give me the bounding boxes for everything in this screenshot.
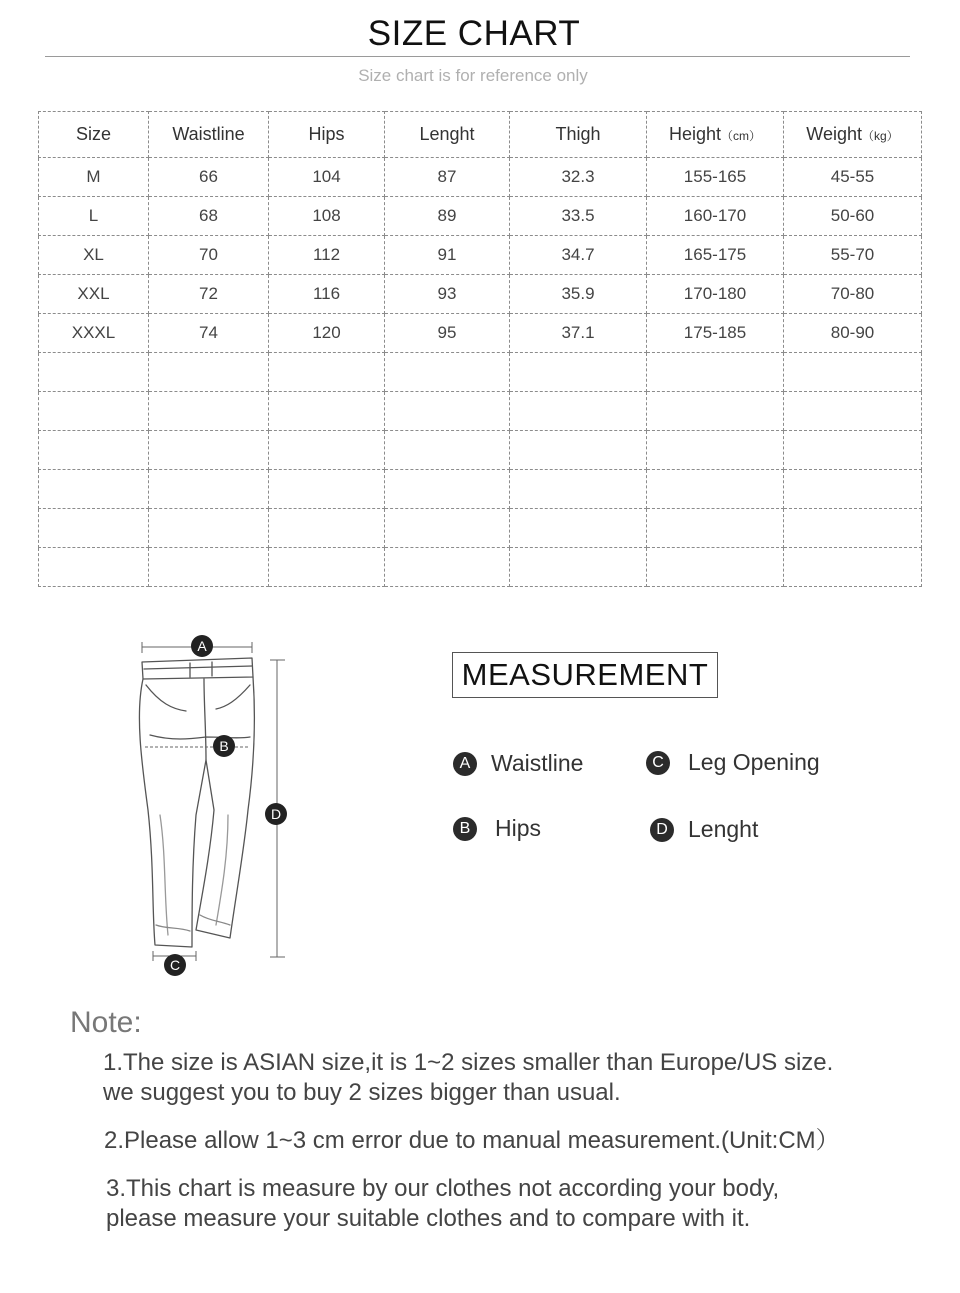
marker-d bbox=[265, 803, 287, 825]
empty-cell bbox=[149, 470, 269, 509]
cell-height: 175-185 bbox=[647, 314, 784, 353]
cell-waistline: 74 bbox=[149, 314, 269, 353]
empty-cell bbox=[385, 353, 510, 392]
badge-a: A bbox=[453, 752, 477, 776]
table-header-row bbox=[39, 112, 922, 158]
cell-weight: 55-70 bbox=[784, 236, 922, 275]
size-chart-table bbox=[38, 111, 922, 587]
table-row bbox=[39, 197, 922, 236]
header-size: Size bbox=[39, 112, 149, 158]
header-height-unit: （cm） bbox=[721, 129, 762, 143]
empty-row bbox=[39, 548, 922, 587]
empty-cell bbox=[39, 353, 149, 392]
empty-cell bbox=[784, 509, 922, 548]
legend-item-waistline bbox=[453, 750, 583, 777]
table-row bbox=[39, 158, 922, 197]
empty-cell bbox=[784, 392, 922, 431]
note-2: 2.Please allow 1~3 cm error due to manual measurement.(Unit:CM） bbox=[104, 1127, 840, 1154]
empty-row bbox=[39, 431, 922, 470]
cell-weight: 70-80 bbox=[784, 275, 922, 314]
empty-row bbox=[39, 353, 922, 392]
title-divider bbox=[45, 56, 910, 57]
empty-cell bbox=[385, 470, 510, 509]
page-subtitle: Size chart is for reference only bbox=[358, 66, 588, 85]
svg-text:D: D bbox=[270, 806, 282, 822]
note-1-line-1: 1.The size is ASIAN size,it is 1~2 sizes smaller than Europe/US size. bbox=[103, 1049, 834, 1076]
cell-length: 95 bbox=[385, 314, 510, 353]
empty-cell bbox=[647, 509, 784, 548]
cell-size: XXL bbox=[39, 275, 149, 314]
empty-cell bbox=[269, 509, 385, 548]
cell-weight: 45-55 bbox=[784, 158, 922, 197]
marker-a bbox=[191, 635, 213, 657]
cell-waistline: 72 bbox=[149, 275, 269, 314]
marker-c bbox=[164, 954, 186, 976]
empty-cell bbox=[385, 548, 510, 587]
note-1-line-2: we suggest you to buy 2 sizes bigger than usual. bbox=[103, 1079, 621, 1106]
table-row bbox=[39, 236, 922, 275]
cell-length: 87 bbox=[385, 158, 510, 197]
marker-b bbox=[213, 735, 235, 757]
cell-size: L bbox=[39, 197, 149, 236]
cell-size: XXXL bbox=[39, 314, 149, 353]
badge-d: D bbox=[650, 818, 674, 842]
empty-cell bbox=[647, 548, 784, 587]
legend-item-hips bbox=[453, 815, 541, 842]
empty-row bbox=[39, 509, 922, 548]
empty-cell bbox=[510, 509, 647, 548]
header-weight bbox=[784, 112, 922, 158]
empty-cell bbox=[510, 548, 647, 587]
cell-height: 165-175 bbox=[647, 236, 784, 275]
empty-cell bbox=[510, 353, 647, 392]
cell-hips: 116 bbox=[269, 275, 385, 314]
badge-b: B bbox=[453, 817, 477, 841]
cell-hips: 120 bbox=[269, 314, 385, 353]
note-3-line-1: 3.This chart is measure by our clothes not according your body, bbox=[106, 1175, 780, 1202]
page-title: SIZE CHART bbox=[367, 14, 581, 53]
cell-hips: 108 bbox=[269, 197, 385, 236]
empty-cell bbox=[39, 548, 149, 587]
cell-height: 170-180 bbox=[647, 275, 784, 314]
cell-height: 160-170 bbox=[647, 197, 784, 236]
empty-cell bbox=[385, 392, 510, 431]
svg-text:C: C bbox=[169, 957, 181, 973]
empty-cell bbox=[269, 470, 385, 509]
empty-cell bbox=[385, 431, 510, 470]
header-weight-label: Weight bbox=[806, 124, 862, 144]
empty-cell bbox=[647, 470, 784, 509]
cell-weight: 80-90 bbox=[784, 314, 922, 353]
empty-cell bbox=[385, 509, 510, 548]
header-length: Lenght bbox=[385, 112, 510, 158]
cell-height: 155-165 bbox=[647, 158, 784, 197]
legend-label: Lenght bbox=[688, 816, 759, 842]
cell-length: 93 bbox=[385, 275, 510, 314]
cell-size: XL bbox=[39, 236, 149, 275]
badge-c: C bbox=[646, 751, 670, 775]
empty-cell bbox=[149, 353, 269, 392]
empty-cell bbox=[269, 392, 385, 431]
cell-thigh: 34.7 bbox=[510, 236, 647, 275]
empty-cell bbox=[510, 392, 647, 431]
empty-cell bbox=[269, 548, 385, 587]
empty-cell bbox=[149, 431, 269, 470]
legend-item-leg-opening bbox=[646, 749, 820, 776]
empty-cell bbox=[510, 431, 647, 470]
empty-row bbox=[39, 392, 922, 431]
header-thigh: Thigh bbox=[510, 112, 647, 158]
cell-hips: 112 bbox=[269, 236, 385, 275]
header-hips: Hips bbox=[269, 112, 385, 158]
cell-hips: 104 bbox=[269, 158, 385, 197]
cell-size: M bbox=[39, 158, 149, 197]
empty-cell bbox=[149, 392, 269, 431]
empty-cell bbox=[39, 392, 149, 431]
table-row bbox=[39, 275, 922, 314]
empty-cell bbox=[39, 509, 149, 548]
dimension-lines bbox=[142, 642, 285, 961]
empty-cell bbox=[784, 548, 922, 587]
cell-waistline: 68 bbox=[149, 197, 269, 236]
header-height bbox=[647, 112, 784, 158]
empty-cell bbox=[784, 470, 922, 509]
cell-length: 89 bbox=[385, 197, 510, 236]
cell-waistline: 70 bbox=[149, 236, 269, 275]
note-title: Note: bbox=[70, 1006, 142, 1039]
header-weight-unit: （kg） bbox=[862, 129, 899, 143]
pants-sketch bbox=[139, 658, 254, 947]
empty-row bbox=[39, 470, 922, 509]
empty-cell bbox=[39, 470, 149, 509]
header-waistline: Waistline bbox=[149, 112, 269, 158]
empty-cell bbox=[647, 431, 784, 470]
note-3-line-2: please measure your suitable clothes and to compare with it. bbox=[106, 1205, 751, 1232]
empty-cell bbox=[510, 470, 647, 509]
empty-cell bbox=[647, 353, 784, 392]
cell-thigh: 32.3 bbox=[510, 158, 647, 197]
cell-thigh: 37.1 bbox=[510, 314, 647, 353]
empty-cell bbox=[269, 353, 385, 392]
cell-length: 91 bbox=[385, 236, 510, 275]
svg-text:A: A bbox=[197, 638, 207, 654]
cell-weight: 50-60 bbox=[784, 197, 922, 236]
empty-cell bbox=[647, 392, 784, 431]
cell-thigh: 33.5 bbox=[510, 197, 647, 236]
measurement-heading: MEASUREMENT bbox=[452, 652, 718, 698]
legend-label: Hips bbox=[495, 815, 542, 841]
empty-cell bbox=[149, 548, 269, 587]
cell-thigh: 35.9 bbox=[510, 275, 647, 314]
legend-label: Waistline bbox=[491, 750, 584, 776]
pants-diagram bbox=[120, 625, 320, 985]
legend-label: Leg Opening bbox=[688, 749, 820, 775]
empty-cell bbox=[39, 431, 149, 470]
table-row bbox=[39, 314, 922, 353]
svg-text:B: B bbox=[219, 738, 229, 754]
empty-cell bbox=[784, 431, 922, 470]
empty-cell bbox=[149, 509, 269, 548]
empty-cell bbox=[269, 431, 385, 470]
cell-waistline: 66 bbox=[149, 158, 269, 197]
legend-item-length bbox=[650, 816, 758, 843]
header-height-label: Height bbox=[668, 124, 722, 144]
empty-cell bbox=[784, 353, 922, 392]
